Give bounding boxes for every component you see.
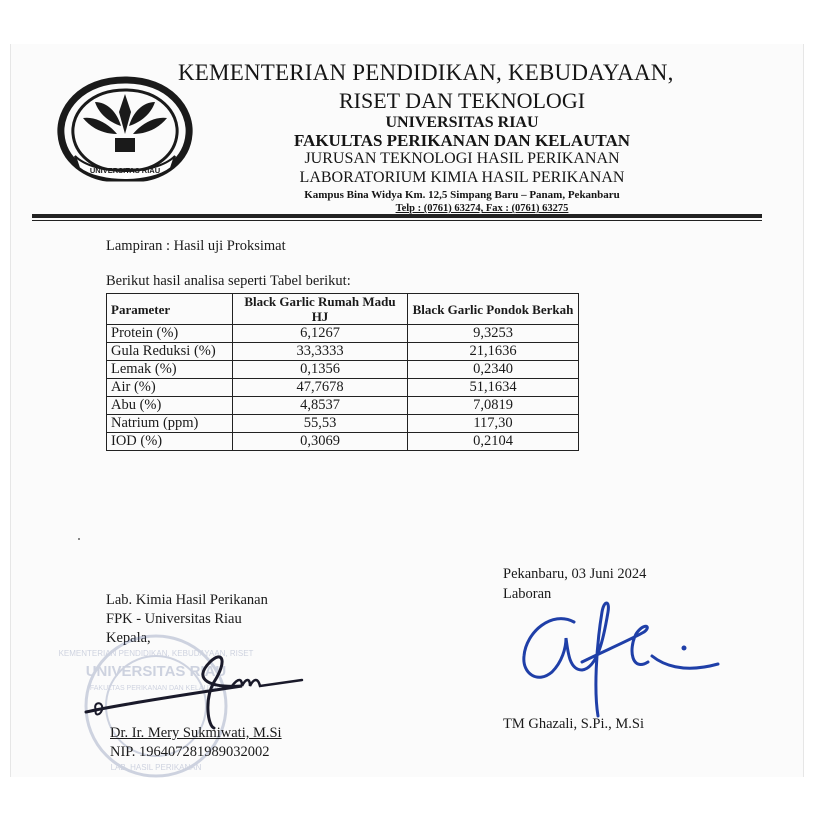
top-margin <box>0 0 817 44</box>
laboran-name: TM Ghazali, S.Pi., M.Si <box>503 716 644 732</box>
department-name: JURUSAN TEKNOLOGI HASIL PERIKANAN <box>304 150 620 167</box>
laboran-signature <box>512 592 727 722</box>
param-cell: Natrium (ppm) <box>107 415 233 433</box>
head-nip: NIP. 196407281989032002 <box>110 744 270 760</box>
university-name: UNIVERSITAS RIAU <box>385 114 539 131</box>
table-row <box>107 325 579 343</box>
param-cell: Abu (%) <box>107 397 233 415</box>
value-cell: 0,2340 <box>408 361 579 379</box>
value-cell: 117,30 <box>408 415 579 433</box>
value-cell: 4,8537 <box>233 397 408 415</box>
table-row <box>107 361 579 379</box>
page-speck <box>78 538 80 540</box>
stamp-bottom-text: LAB. HASIL PERIKANAN <box>110 763 202 772</box>
ministry-line-1: KEMENTERIAN PENDIDIKAN, KEBUDAYAAN, <box>178 60 674 85</box>
phone-line: Telp : (0761) 63274, Fax : (0761) 63275 <box>395 203 569 214</box>
faculty-unit: FPK - Universitas Riau <box>106 611 242 627</box>
value-cell: 47,7678 <box>233 379 408 397</box>
table-row <box>107 343 579 361</box>
place-date: Pekanbaru, 03 Juni 2024 <box>503 566 647 582</box>
value-cell: 51,1634 <box>408 379 579 397</box>
laboran-role: Laboran <box>503 586 552 602</box>
value-cell: 33,3333 <box>233 343 408 361</box>
param-cell: Gula Reduksi (%) <box>107 343 233 361</box>
address-line: Kampus Bina Widya Km. 12,5 Simpang Baru – Panam, Pekanbaru <box>304 189 620 201</box>
header-pondok-berkah: Black Garlic Pondok Berkah <box>408 294 579 325</box>
intro-text: Berikut hasil analisa seperti Tabel berikut: <box>106 273 351 289</box>
header-parameter: Parameter <box>107 294 233 325</box>
laboratory-name: LABORATORIUM KIMIA HASIL PERIKANAN <box>299 169 625 186</box>
param-cell: Lemak (%) <box>107 361 233 379</box>
param-cell: Protein (%) <box>107 325 233 343</box>
university-riau-logo <box>55 72 195 190</box>
head-role: Kepala, <box>106 630 151 646</box>
value-cell: 21,1636 <box>408 343 579 361</box>
stamp-arc-text: KEMENTERIAN PENDIDIKAN, KEBUDAYAAN, RISET <box>58 649 254 658</box>
table-row <box>107 379 579 397</box>
value-cell: 6,1267 <box>233 325 408 343</box>
table-row <box>107 415 579 433</box>
letterhead-rule-thick <box>32 214 762 218</box>
value-cell: 7,0819 <box>408 397 579 415</box>
attachment-label: Lampiran : Hasil uji Proksimat <box>106 238 286 254</box>
head-signature <box>82 630 312 730</box>
header-rumah-madu-hj: Black Garlic Rumah Madu HJ <box>233 294 408 325</box>
lab-name: Lab. Kimia Hasil Perikanan <box>106 592 268 608</box>
value-cell: 9,3253 <box>408 325 579 343</box>
ministry-line-2: RISET DAN TEKNOLOGI <box>338 88 586 113</box>
value-cell: 0,3069 <box>233 433 408 451</box>
table-header-row <box>107 294 579 325</box>
logo-ribbon-text: UNIVERSITAS RIAU <box>89 166 161 175</box>
stamp-inner-text: FAKULTAS PERIKANAN DAN KELAUTAN <box>89 685 223 692</box>
letterhead-rule-thin <box>32 220 762 221</box>
faculty-name: FAKULTAS PERIKANAN DAN KELAUTAN <box>293 131 631 150</box>
table-row <box>107 397 579 415</box>
value-cell: 0,2104 <box>408 433 579 451</box>
table-row <box>107 433 579 451</box>
value-cell: 55,53 <box>233 415 408 433</box>
head-name: Dr. Ir. Mery Sukmiwati, M.Si <box>110 725 282 741</box>
param-cell: Air (%) <box>107 379 233 397</box>
param-cell: IOD (%) <box>107 433 233 451</box>
value-cell: 0,1356 <box>233 361 408 379</box>
proximate-results-table <box>106 293 579 451</box>
stamp-center-text: UNIVERSITAS RIAU <box>85 663 227 680</box>
